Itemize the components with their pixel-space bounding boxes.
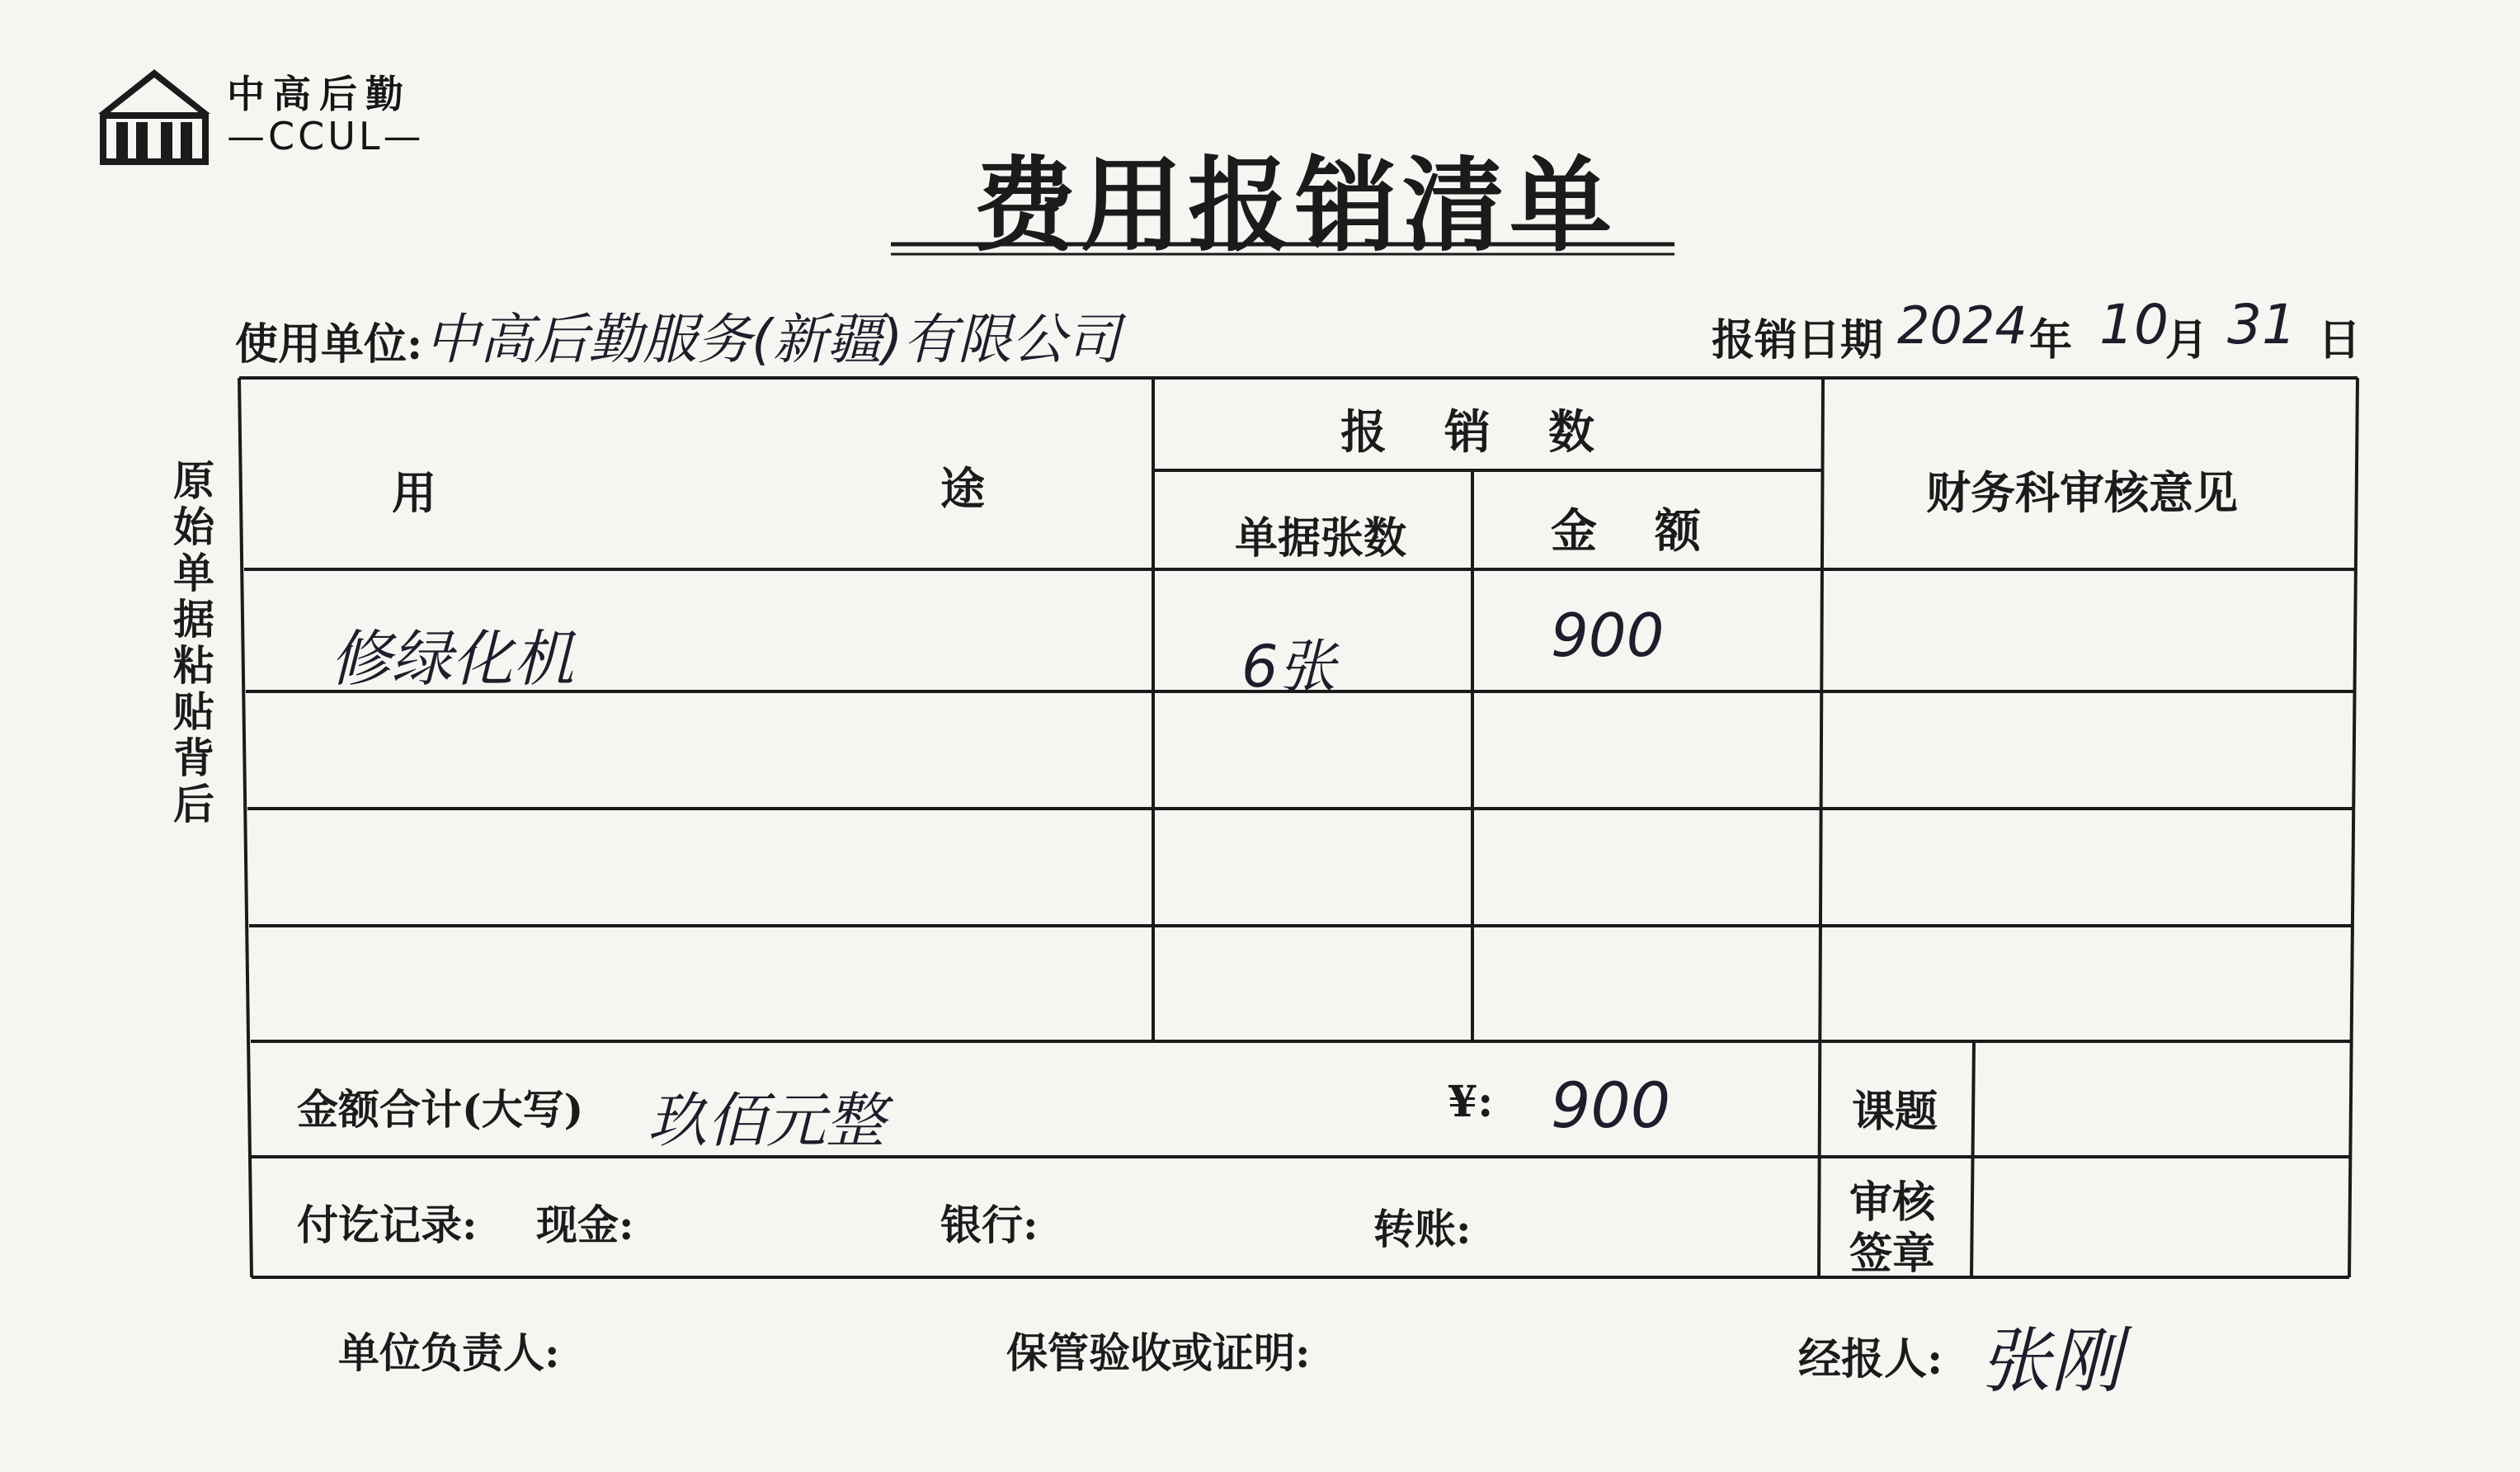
reporter-signature: 张刚 (1980, 1320, 2122, 1403)
date-year-unit: 年 (2029, 315, 2073, 366)
payment-record-label: 付讫记录: (297, 1201, 478, 1249)
header-review: 财务科审核意见 (1926, 466, 2238, 519)
total-upper: 玖佰元整 (648, 1086, 886, 1155)
audit-label-line1: 审核 (1849, 1177, 1936, 1228)
date-day-unit: 日 (2318, 315, 2362, 366)
bank-label: 银行: (940, 1201, 1039, 1249)
logo-name-cn: 中高后勤 (227, 72, 412, 116)
header-purpose-1: 用 (392, 466, 436, 519)
custody-label: 保管验收或证明: (1006, 1328, 1311, 1377)
row-1-amount: 900 (1551, 601, 1665, 670)
date-year: 2024 (1897, 295, 2028, 356)
total-label: 金额合计(大写) (297, 1085, 584, 1134)
use-unit-value: 中高后勤服务(新疆)有限公司 (425, 308, 1121, 371)
total-amount: 900 (1551, 1069, 1671, 1142)
header-count: 单据张数 (1235, 513, 1407, 564)
audit-label-line2: 签章 (1849, 1229, 1936, 1279)
use-unit-label: 使用单位: (235, 319, 423, 370)
transfer-label: 转账: (1373, 1205, 1472, 1253)
row-1-purpose: 修绿化机 (330, 624, 574, 695)
date-day: 31 (2227, 293, 2296, 356)
date-month: 10 (2099, 293, 2169, 356)
header-amount: 金额 (1551, 504, 1759, 559)
page-title: 费用报销清单 (973, 146, 1618, 266)
row-1-count: 6张 (1241, 633, 1336, 701)
reporter-label: 经报人: (1798, 1334, 1943, 1385)
header-reimbursement: 报销数 (1340, 405, 1652, 460)
header-purpose-2: 途 (940, 462, 985, 515)
date-month-unit: 月 (2165, 315, 2209, 366)
topic-label: 课题 (1852, 1087, 1938, 1137)
date-label: 报销日期 (1712, 315, 1884, 366)
unit-head-label: 单位负责人: (338, 1328, 560, 1377)
total-yen-label: ¥: (1448, 1077, 1494, 1127)
logo-name-en: —CCUL— (227, 114, 425, 158)
side-note: 原始单据粘贴背后 (173, 456, 214, 828)
cash-label: 现金: (536, 1201, 634, 1249)
